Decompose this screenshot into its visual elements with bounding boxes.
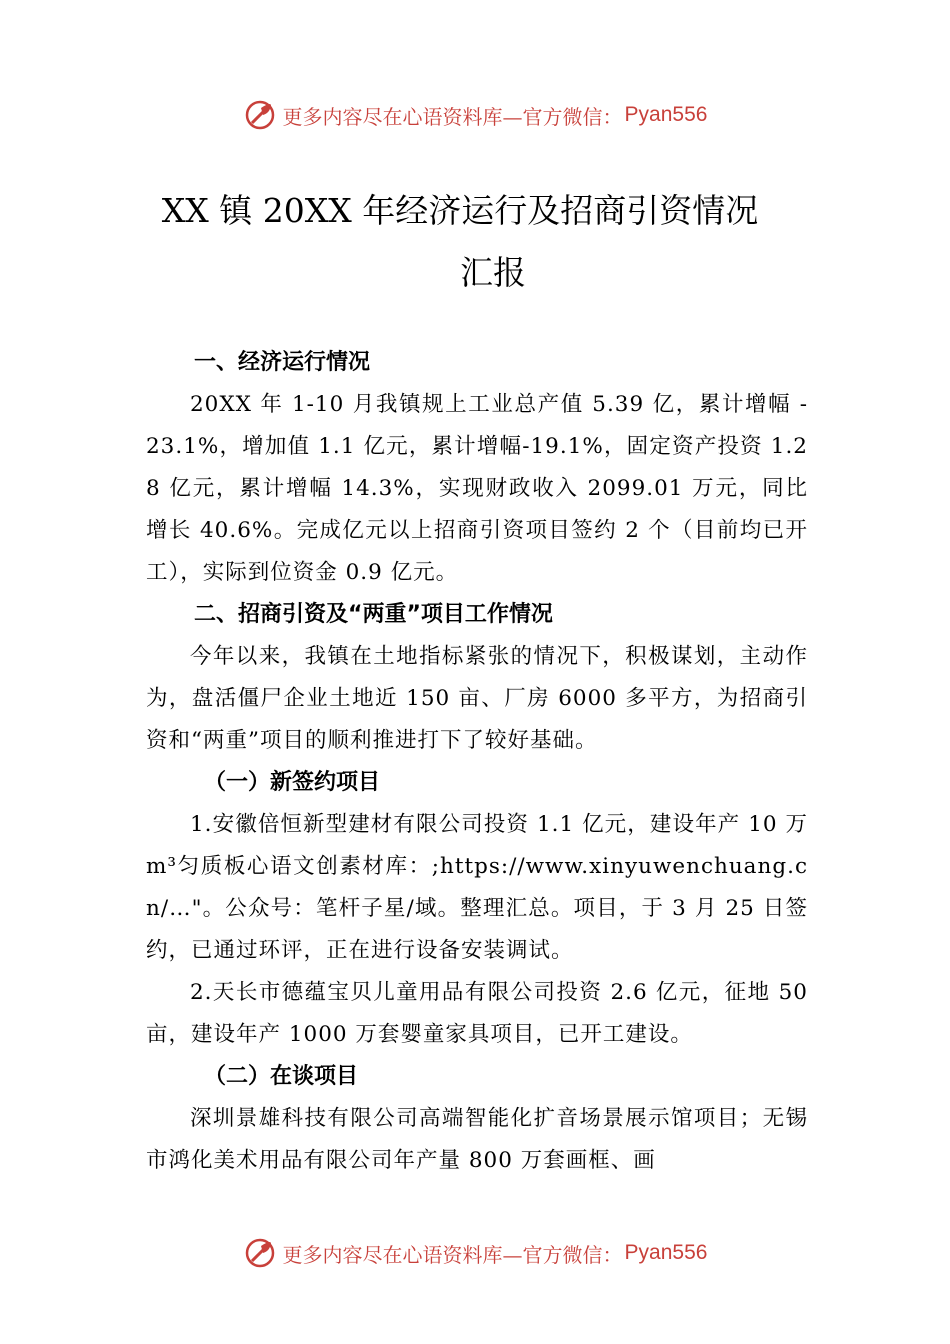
banner-text: 更多内容尽在心语资料库—官方微信： [282,1242,623,1267]
subsection-heading-new-projects: （一）新签约项目 [204,770,381,795]
quill-logo-icon [243,1236,277,1270]
quill-logo-icon [243,98,277,132]
section-heading-investment: 二、招商引资及“两重”项目工作情况 [194,602,553,627]
header-watermark-banner [0,95,950,135]
footer-watermark-banner [0,1233,950,1273]
paragraph-project-2: 2.天长市德蕴宝贝儿童用品有限公司投资 2.6 亿元，征地 50 亩，建设年产 1000 万套婴童家具项目，已开工建设。 [146,980,808,1047]
paragraph-negotiating: 深圳景雄科技有限公司高端智能化扩音场景展示馆项目；无锡市鸿化美术用品有限公司年产量 800 万套画框、画 [146,1106,808,1173]
document-body [146,342,808,1182]
paragraph-investment: 今年以来，我镇在土地指标紧张的情况下，积极谋划，主动作为，盘活僵尸企业土地近 150 亩、厂房 6000 多平方，为招商引资和“两重”项目的顺利推进打下了较好基础。 [146,644,808,753]
section-heading-economy: 一、经济运行情况 [194,350,371,375]
paragraph-economy: 20XX 年 1-10 月我镇规上工业总产值 5.39 亿，累计增幅 -23.1%，增加值 1.1 亿元，累计增幅-19.1%，固定资产投资 1.28 亿元，累计增幅 14.3%，实现财政收入 2099.01 万元，同比增长 40.6%。完成亿元以上招商引资项目签约 2 个（目前均已开工），实际到位资金 0.9 亿元。 [146,392,808,585]
document-title-line-2: 汇报 [460,253,526,292]
document-title-line-1: XX 镇 20XX 年经济运行及招商引资情况 [161,191,759,230]
paragraph-project-1: 1.安徽倍恒新型建材有限公司投资 1.1 亿元，建设年产 10 万m³匀质板心语文创素材库：;https://www.xinyuwenchuang.cn/…"。公众号：笔杆子星/域。整理汇总。项目，于 3 月 25 日签约，已通过环评，正在进行设备安装调试。 [146,812,808,963]
banner-text: 更多内容尽在心语资料库—官方微信： [282,104,623,129]
banner-wechat-id: Pyan556 [624,1241,708,1264]
subsection-heading-negotiating-projects: （二）在谈项目 [204,1064,359,1089]
banner-wechat-id: Pyan556 [624,103,708,126]
